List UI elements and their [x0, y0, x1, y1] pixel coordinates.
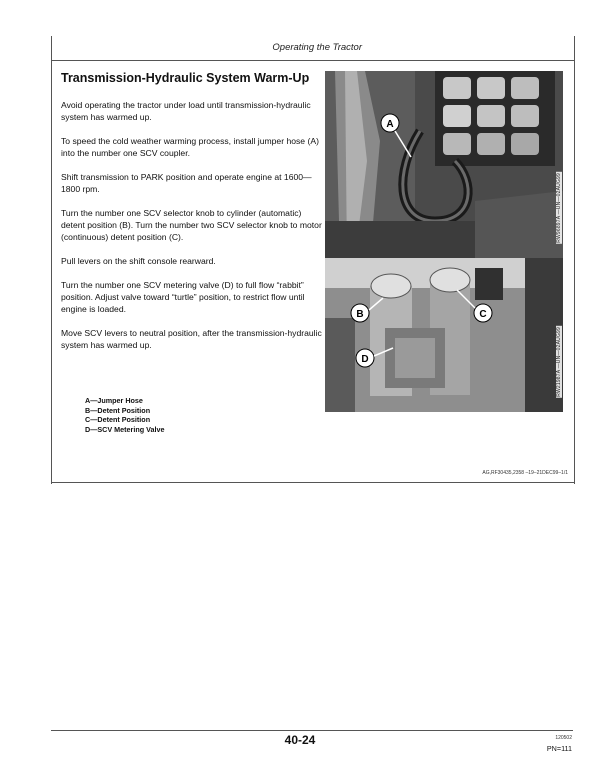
paragraph: Avoid operating the tractor under load until transmission-hydraulic system has warmed up.	[61, 100, 311, 123]
callout-b-label: B	[356, 309, 364, 320]
content-frame	[51, 36, 575, 484]
pn-number: PN=111	[546, 744, 572, 753]
scv-selectors-illustration	[325, 258, 563, 412]
paragraph: Turn the number one SCV metering valve (D) to full flow “rabbit” position. Adjust valve toward “turtle” position, to restrict flow until engine is loaded.	[61, 279, 305, 314]
legend-item: C—Detent Position	[85, 415, 151, 425]
block-bottom-rule	[52, 482, 574, 483]
jumper-hose-illustration	[325, 71, 563, 258]
page-number: 40-24	[284, 733, 316, 747]
figure-code: RW96897A —UN—02AUG99	[556, 173, 562, 243]
block-code: AG,RF30435,2358 –19–21DEC99–1/1	[482, 470, 568, 476]
scv-selectors-photo	[325, 258, 563, 412]
callout-legend	[85, 396, 165, 434]
paragraph: To speed the cold weather warming process, install jumper hose (A) into the number one SCV coupler.	[61, 135, 319, 159]
date-code: 120502	[555, 735, 572, 741]
legend-item: A—Jumper Hose	[85, 396, 143, 405]
callout-d-label: D	[361, 354, 369, 365]
paragraph: Shift transmission to PARK position and operate engine at 1600—1800 rpm.	[61, 171, 312, 195]
header-rule	[52, 60, 574, 61]
callout-a-label: A	[386, 119, 394, 130]
figure-code: RW21987A —UN—02AUG99	[556, 327, 562, 397]
page-footer-rule	[51, 730, 573, 731]
legend-item: D—SCV Metering Valve	[85, 424, 165, 434]
callout-c-label: C	[479, 309, 487, 320]
running-header: Operating the Tractor	[272, 42, 362, 53]
paragraph: Move SCV levers to neutral position, after the transmission-hydraulic system has warmed up.	[61, 327, 322, 350]
instructions-body	[61, 99, 323, 363]
jumper-hose-photo	[325, 71, 563, 258]
section-title: Transmission-Hydraulic System Warm-Up	[61, 71, 310, 85]
legend-item: B—Detent Position	[85, 405, 151, 415]
paragraph: Pull levers on the shift console rearward.	[61, 255, 216, 266]
paragraph: Turn the number one SCV selector knob to cylinder (automatic) detent position (B). Turn the number two SCV selector knob to motor (continuous) detent position (C).	[61, 207, 322, 243]
